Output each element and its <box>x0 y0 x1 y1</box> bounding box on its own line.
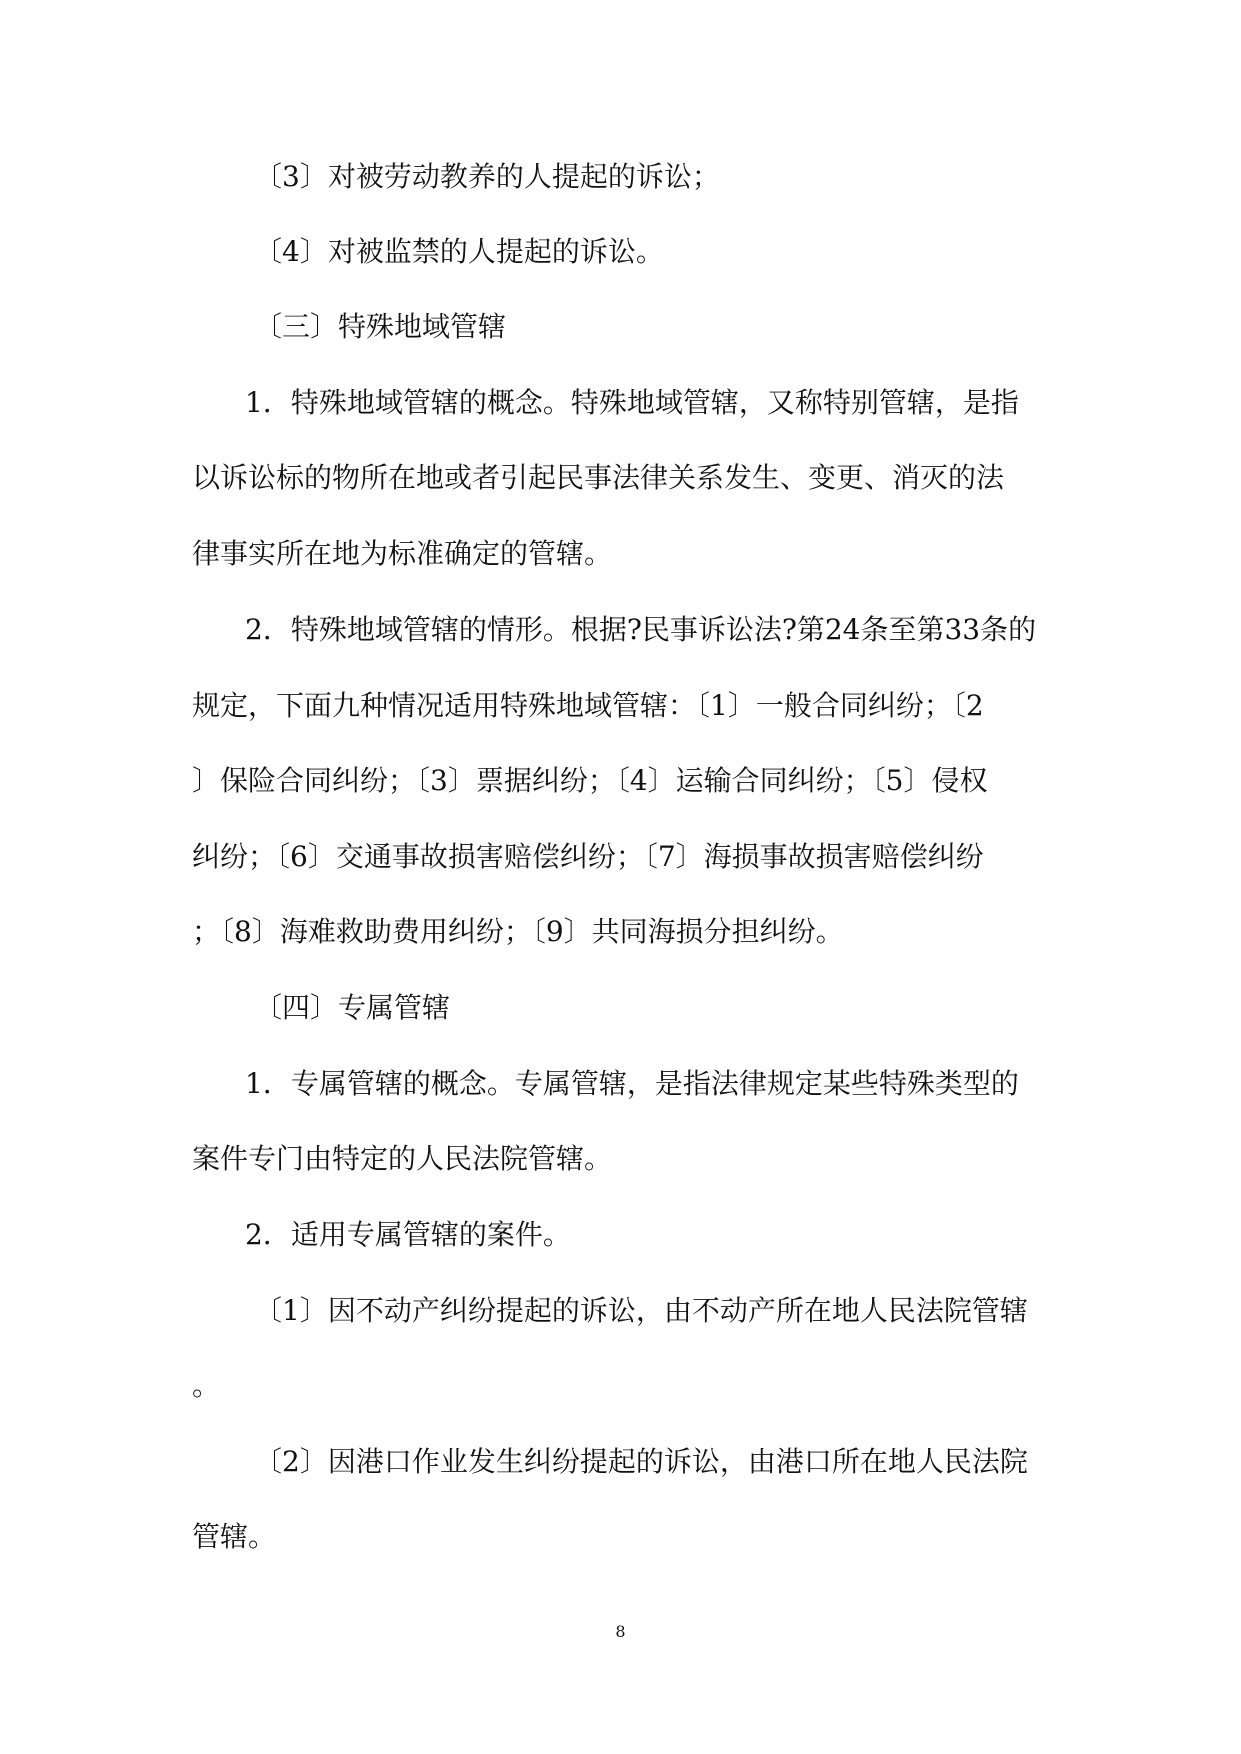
paragraph-line: 管辖。 <box>192 1520 277 1553</box>
paragraph-line: 2．适用专属管辖的案件。 <box>245 1218 571 1251</box>
paragraph-line: 1．专属管辖的概念。专属管辖，是指法律规定某些特殊类型的 <box>245 1067 1019 1100</box>
text-line-item-3: 〔3〕对被劳动教养的人提起的诉讼； <box>254 160 720 193</box>
paragraph-line: 案件专门由特定的人民法院管辖。 <box>192 1142 613 1175</box>
paragraph-line: 以诉讼标的物所在地或者引起民事法律关系发生、变更、消灭的法 <box>192 461 1005 494</box>
paragraph-line: 2．特殊地域管辖的情形。根据?民事诉讼法?第24条至第33条的 <box>245 613 1037 646</box>
section-heading-special-jurisdiction: 〔三〕特殊地域管辖 <box>254 310 507 343</box>
paragraph-line: 〔2〕因港口作业发生纠纷提起的诉讼，由港口所在地人民法院 <box>254 1445 1028 1478</box>
paragraph-line: 1．特殊地域管辖的概念。特殊地域管辖，又称特别管辖，是指 <box>245 386 1019 419</box>
text-line-item-4: 〔4〕对被监禁的人提起的诉讼。 <box>254 235 664 268</box>
section-heading-exclusive-jurisdiction: 〔四〕专属管辖 <box>254 991 451 1024</box>
paragraph-line: 〔1〕因不动产纠纷提起的诉讼，由不动产所在地人民法院管辖 <box>254 1294 1028 1327</box>
paragraph-line: 〕保险合同纠纷；〔3〕票据纠纷；〔4〕运输合同纠纷；〔5〕侵权 <box>192 764 988 797</box>
paragraph-line: 。 <box>192 1369 221 1402</box>
page-number: 8 <box>615 1622 626 1641</box>
paragraph-line: ；〔8〕海难救助费用纠纷；〔9〕共同海损分担纠纷。 <box>192 915 844 948</box>
paragraph-line: 规定，下面九种情况适用特殊地域管辖：〔1〕一般合同纠纷；〔2 <box>192 689 984 722</box>
paragraph-line: 律事实所在地为标准确定的管辖。 <box>192 537 613 570</box>
paragraph-line: 纠纷；〔6〕交通事故损害赔偿纠纷；〔7〕海损事故损害赔偿纠纷 <box>192 840 984 873</box>
